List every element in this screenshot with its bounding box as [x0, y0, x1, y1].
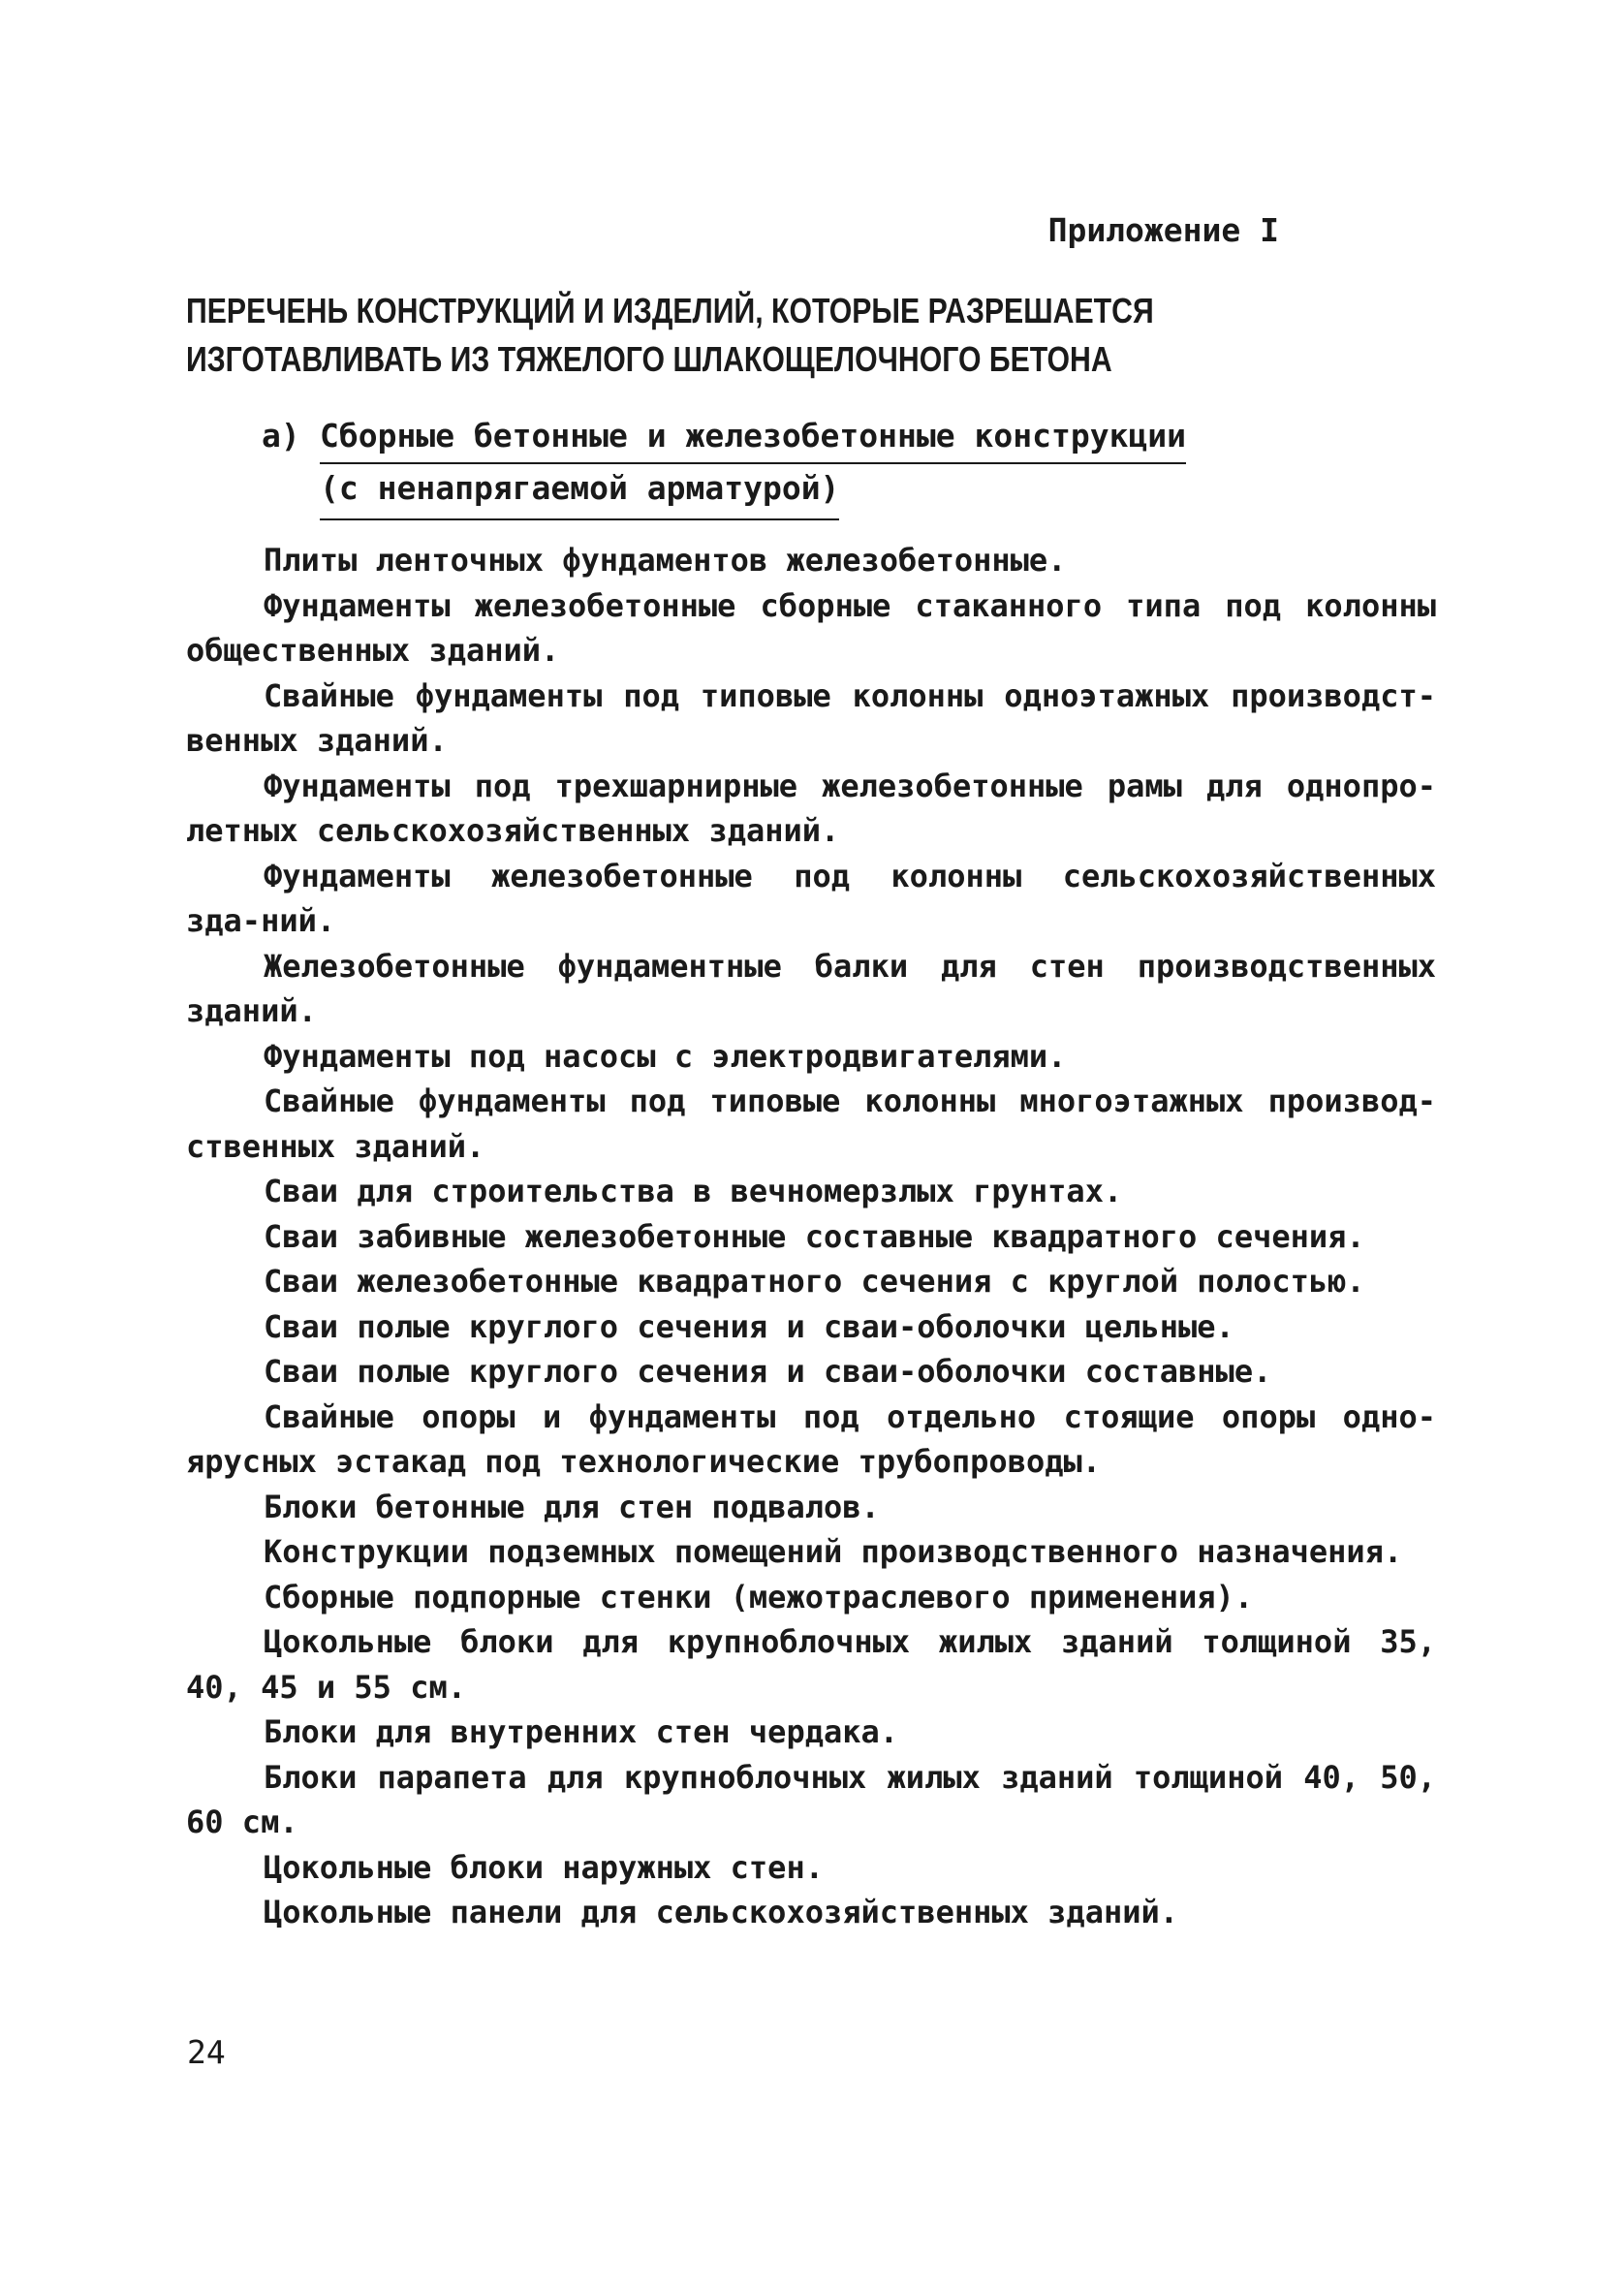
list-item: Блоки для внутренних стен чердака.: [264, 1713, 899, 1750]
appendix-label: Приложение I: [1047, 211, 1279, 249]
section-heading: [262, 412, 1186, 520]
list-item: Цокольные панели для сельскохозяйственных зданий.: [264, 1894, 1179, 1930]
section-subtitle: (с ненапрягаемой арматурой): [320, 464, 839, 520]
list-item: Свайные опоры и фундаменты под отдельно стоящие опоры одно-ярусных эстакад под технологические трубопроводы.: [186, 1397, 1436, 1480]
list-item: Фундаменты железобетонные под колонны сельскохозяйственных зда-ний.: [186, 857, 1436, 939]
page-number: 24: [187, 2033, 226, 2071]
list-item: Фундаменты железобетонные сборные стаканного типа под колонны общественных зданий.: [186, 586, 1436, 669]
list-item: Сваи забивные железобетонные составные квадратного сечения.: [264, 1217, 1365, 1255]
list-item: Конструкции подземных помещений производственного назначения.: [264, 1533, 1403, 1570]
title-line-1: ПЕРЕЧЕНЬ КОНСТРУКЦИЙ И ИЗДЕЛИЙ, КОТОРЫЕ РАЗРЕШАЕТСЯ: [186, 291, 1154, 330]
section-prefix: а): [262, 417, 300, 455]
list-item: Сборные подпорные стенки (межотраслевого применения).: [264, 1578, 1254, 1616]
list-item: Цокольные блоки наружных стен.: [264, 1848, 824, 1886]
section-heading-line-1: [262, 412, 1186, 464]
title-line-2: ИЗГОТАВЛИВАТЬ ИЗ ТЯЖЕЛОГО ШЛАКОЩЕЛОЧНОГО БЕТОНА: [186, 339, 1112, 379]
list-item: Свайные фундаменты под типовые колонны одноэтажных производст-венных зданий.: [186, 676, 1436, 759]
list-item: Сваи полые круглого сечения и сваи-оболочки составные.: [264, 1353, 1272, 1390]
list-item: Блоки бетонные для стен подвалов.: [264, 1488, 880, 1525]
list-item: Сваи для строительства в вечномерзлых грунтах.: [264, 1173, 1123, 1209]
section-heading-line-2: [262, 464, 1186, 520]
document-title: [186, 287, 1244, 384]
list-item: Блоки парапета для крупноблочных жилых зданий толщиной 40, 50, 60 см.: [186, 1758, 1436, 1840]
list-item: Плиты ленточных фундаментов железобетонные.: [264, 542, 1067, 579]
list-item: Фундаменты под трехшарнирные железобетонные рамы для однопро-летных сельскохозяйственных зданий.: [186, 767, 1436, 849]
items-list: [186, 538, 1436, 1935]
list-item: Сваи железобетонные квадратного сечения с круглой полостью.: [264, 1263, 1365, 1300]
list-item: Сваи полые круглого сечения и сваи-оболочки цельные.: [264, 1307, 1234, 1345]
list-item: Железобетонные фундаментные балки для стен производственных зданий.: [186, 947, 1436, 1029]
list-item: Цокольные блоки для крупноблочных жилых зданий толщиной 35, 40, 45 и 55 см.: [186, 1623, 1436, 1706]
section-title: Сборные бетонные и железобетонные конструкции: [320, 412, 1186, 464]
list-item: Свайные фундаменты под типовые колонны многоэтажных производ-ственных зданий.: [186, 1082, 1436, 1165]
list-item: Фундаменты под насосы с электродвигателями.: [264, 1037, 1067, 1075]
